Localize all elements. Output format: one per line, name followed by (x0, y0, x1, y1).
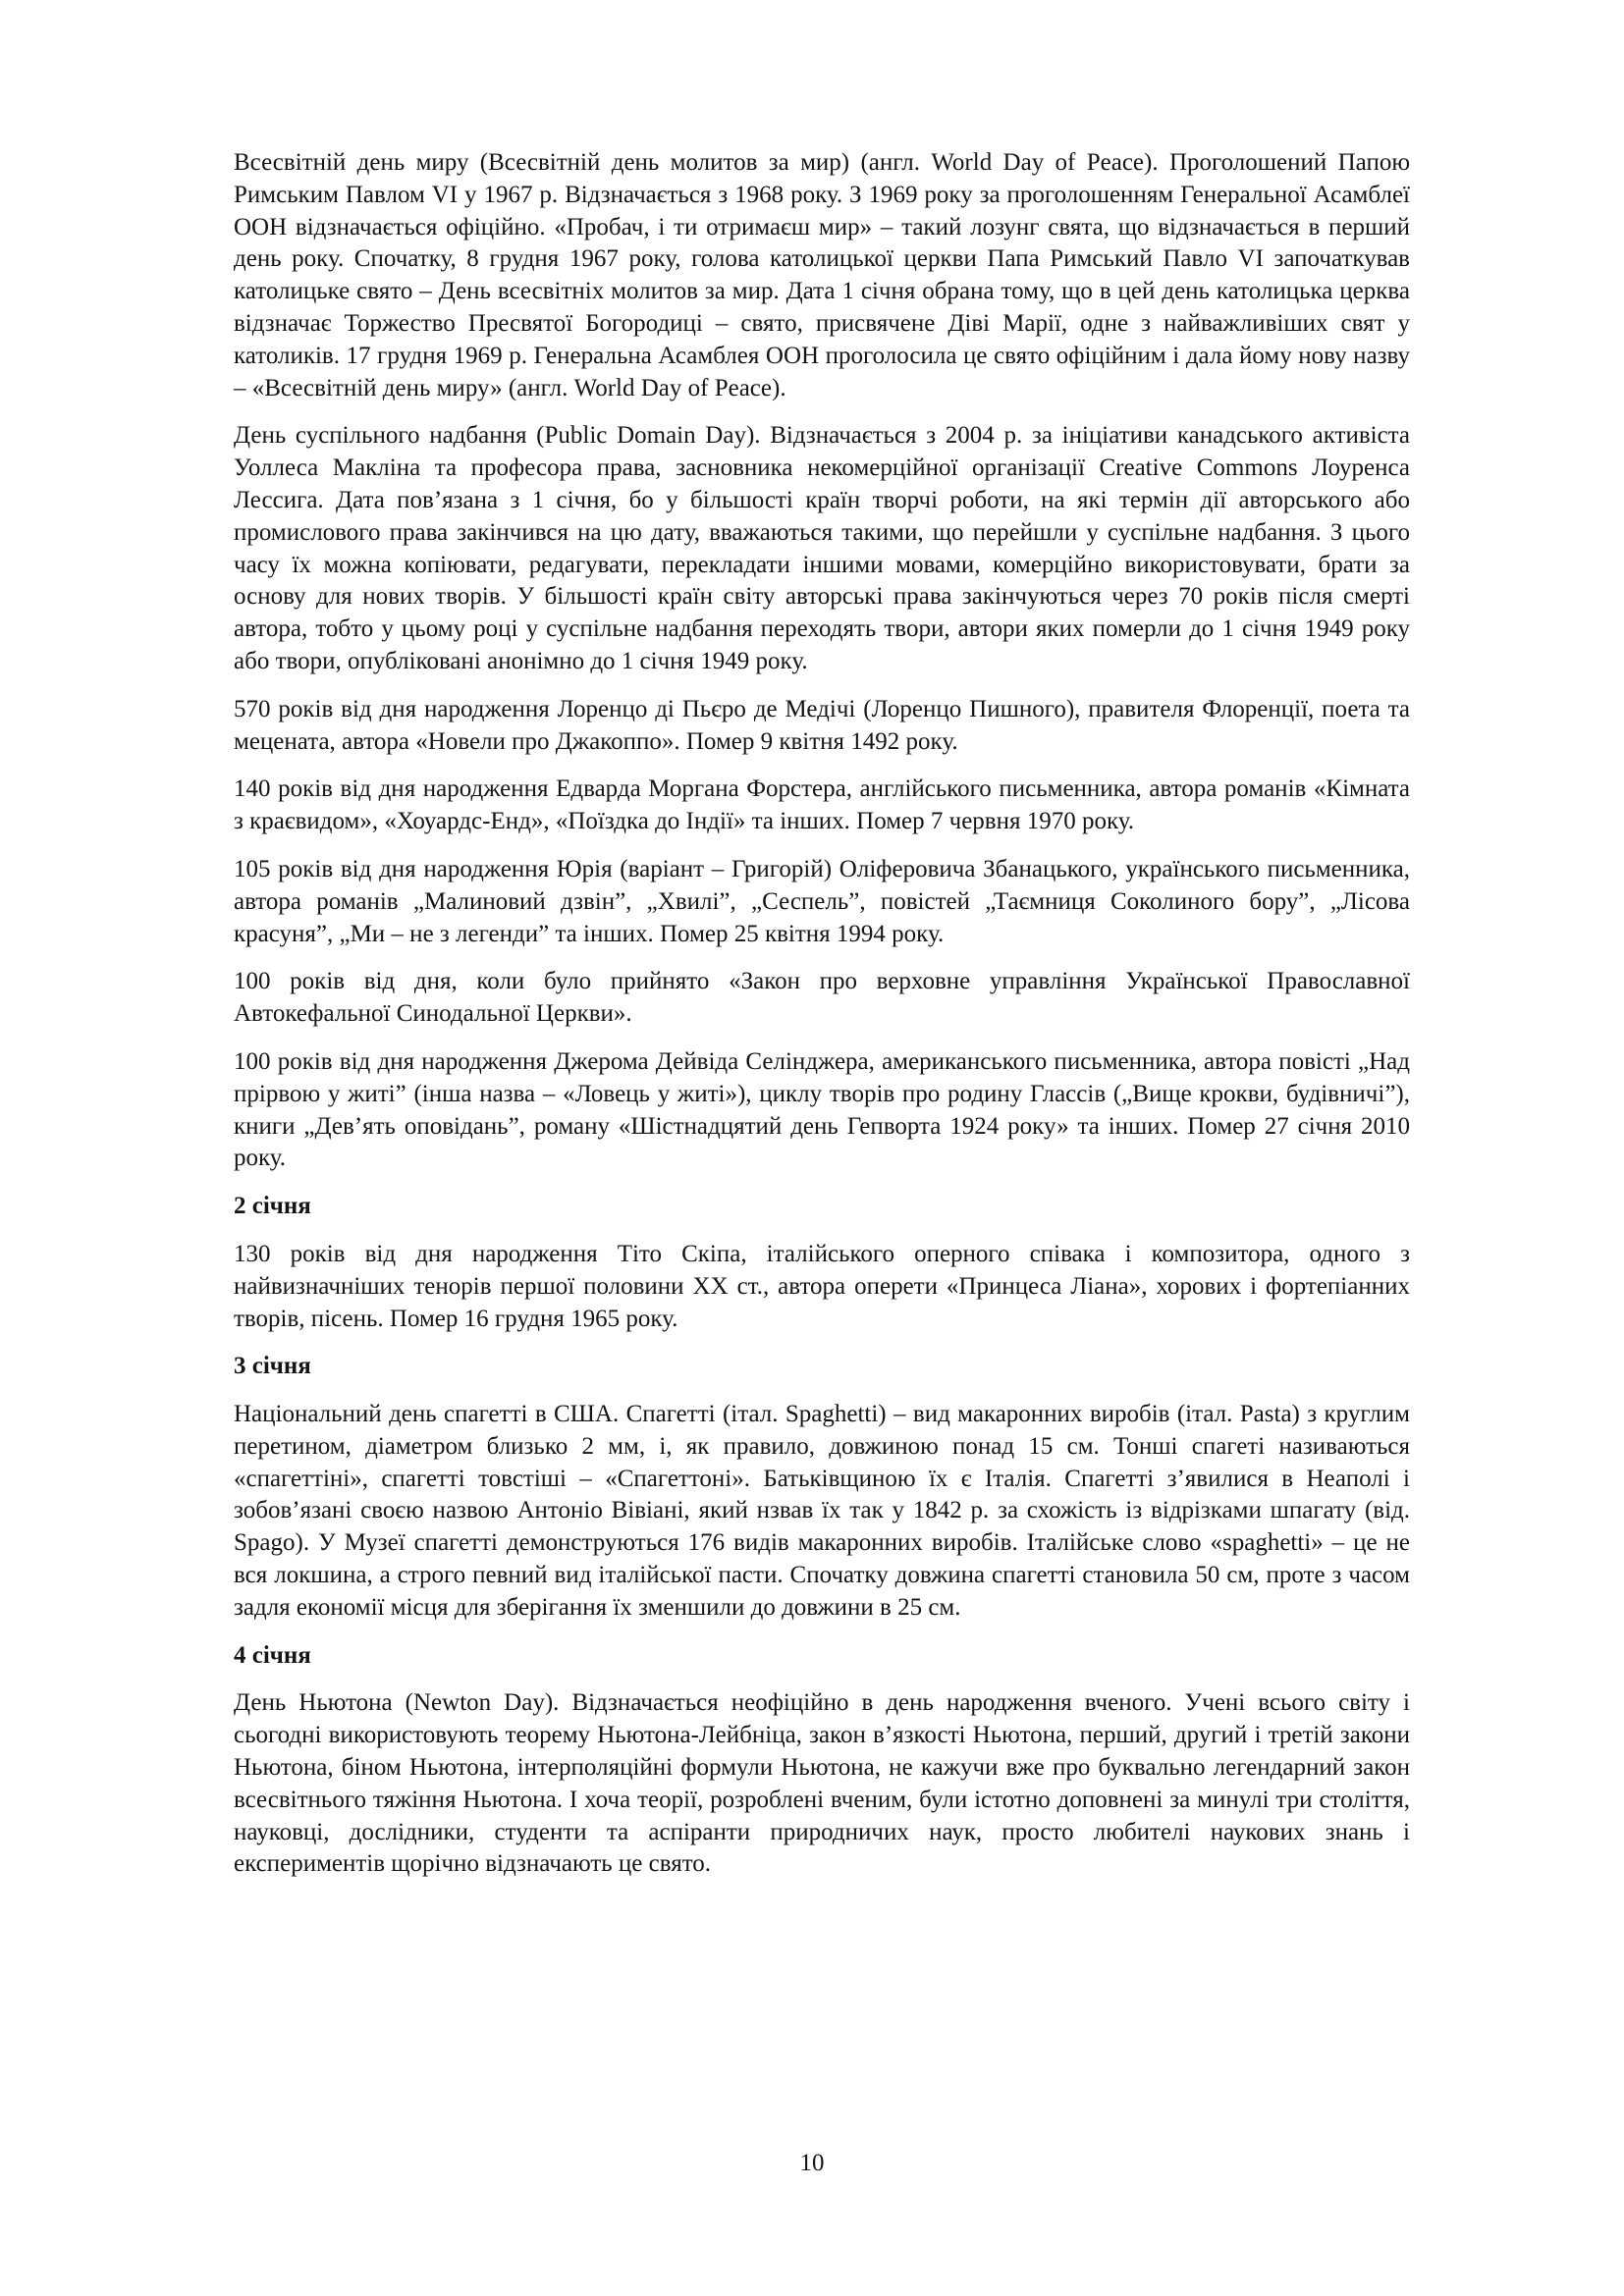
date-heading-january-4: 4 січня (234, 1641, 311, 1669)
paragraph-spaghetti-day: Національний день спагетті в США. Спагетті (італ. Spaghetti) – вид макаронних виробів (італ. Pasta) з круглим перетином, діаметром близько 2 мм, і, як правило, довжиною понад 15 см. Тонші спагеті називаються «спагеттіні», спагетті товстіші – «Спагеттоні». Батьківщиною їх є Італія. Спагетті з’явилися в Неаполі і зобов’язані своєю назвою Антоніо Вівіані, який нзвав їх так у 1842 р. за схожість із відрізками шпагату (від. Spago). У Музеї спагетті демонструються 176 видів макаронних виробів. Італійське слово «spaghetti» – це не вся локшина, а строго певний вид італійської пасти. Спочатку довжина спагетті становила 50 см, проте з часом задля економії місця для зберігання їх зменшили до довжини в 25 см. (234, 1401, 1410, 1621)
paragraph-public-domain-day: День суспільного надбання (Public Domain Day). Відзначається з 2004 р. за ініціативи канадського активіста Уоллеса Макліна та професора права, засновника некомерційної організації Creative Commons Лоуренса Лессига. Дата пов’язана з 1 січня, бо у більшості країн творчі роботи, на які термін дії авторського або промислового права закінчився на цю дату, вважаються такими, що перейшли у суспільне надбання. З цього часу їх можна копіювати, редагувати, перекладати іншими мовами, комерційно використовувати, брати за основу для нових творів. У більшості країн світу авторські права закінчуються через 70 років після смерті автора, тобто у цьому році у суспільне надбання переходять твори, автори яких померли до 1 січня 1949 року або твори, опубліковані анонімно до 1 січня 1949 року. (234, 422, 1410, 674)
paragraph-lorenzo-medici: 570 років від дня народження Лоренцо ді Пьєро де Медічі (Лоренцо Пишного), правителя Флоренції, поета та мецената, автора «Новели про Джакоппо». Помер 9 квітня 1492 року. (234, 695, 1410, 755)
paragraph-church-law: 100 років від дня, коли було прийнято «Закон про верховне управління Української Православної Автокефальної Синодальної Церкви». (234, 968, 1410, 1028)
paragraph-salinger: 100 років від дня народження Джерома Дейвіда Селінджера, американського письменника, автора повісті „Над прірвою у житі” (інша назва – «Ловець у житі»), циклу творів про родину Глассів („Вище крокви, будівничі”), книги „Дев’ять оповідань”, роману «Шістнадцятий день Гепворта 1924 року» та інших. Помер 27 січня 2010 року. (234, 1047, 1410, 1172)
date-heading-january-3: 3 січня (234, 1353, 311, 1380)
document-page (234, 147, 1410, 1896)
paragraph-tito-schipa: 130 років від дня народження Тіто Скіпа, італійського оперного співака і композитора, одного з найвизначніших тенорів першої половини XX ст., автора оперети «Принцеса Ліана», хорових і фортепіанних творів, пісень. Помер 16 грудня 1965 року. (234, 1240, 1410, 1332)
paragraph-world-day-of-peace: Всесвітній день миру (Всесвітній день молитов за мир) (англ. World Day of Peace). Проголошений Папою Римським Павлом VI у 1967 р. Відзначається з 1968 року. З 1969 року за проголошенням Генеральної Асамблеї ООН відзначається офіційно. «Пробач, і ти отримаєш мир» – такий лозунг свята, що відзначається в перший день року. Спочатку, 8 грудня 1967 року, голова католицької церкви Папа Римський Павло VI започаткував католицьке свято – День всесвітніх молитов за мир. Дата 1 січня обрана тому, що в цей день католицька церква відзначає Торжество Пресвятої Богородиці – свято, присвячене Діві Марії, одне з найважливіших свят у католиків. 17 грудня 1969 р. Генеральна Асамблея ООН проголосила це свято офіційним і дала йому нову назву – «Всесвітній день миру» (англ. World Day of Peace). (234, 149, 1410, 401)
paragraph-newton-day: День Ньютона (Newton Day). Відзначається неофіційно в день народження вченого. Учені всього світу і сьогодні використовують теорему Ньютона-Лейбніца, закон в’язкості Ньютона, перший, другий і третій закони Ньютона, біном Ньютона, інтерполяційні формули Ньютона, не кажучи вже про буквально легендарний закон всесвітнього тяжіння Ньютона. І хоча теорії, розроблені вченим, були істотно доповнені за минулі три століття, науковці, дослідники, студенти та аспіранти природничих наук, просто любителі наукових знань і експериментів щорічно відзначають це свято. (234, 1689, 1410, 1878)
date-heading-january-2: 2 січня (234, 1193, 311, 1220)
page-number: 10 (799, 2150, 825, 2176)
paragraph-em-forster: 140 років від дня народження Едварда Моргана Форстера, англійського письменника, автора романів «Кімната з краєвидом», «Хоуардс-Енд», «Поїздка до Індії» та інших. Помер 7 червня 1970 року. (234, 775, 1410, 835)
paragraph-zbanatsky: 105 років від дня народження Юрія (варіант – Григорій) Оліферовича Збанацького, українського письменника, автора романів „Малиновий дзвін”, „Хвилі”, „Сеспель”, повістей „Таємниця Соколиного бору”, „Лісова красуня”, „Ми – не з легенди” та інших. Помер 25 квітня 1994 року. (234, 855, 1410, 947)
